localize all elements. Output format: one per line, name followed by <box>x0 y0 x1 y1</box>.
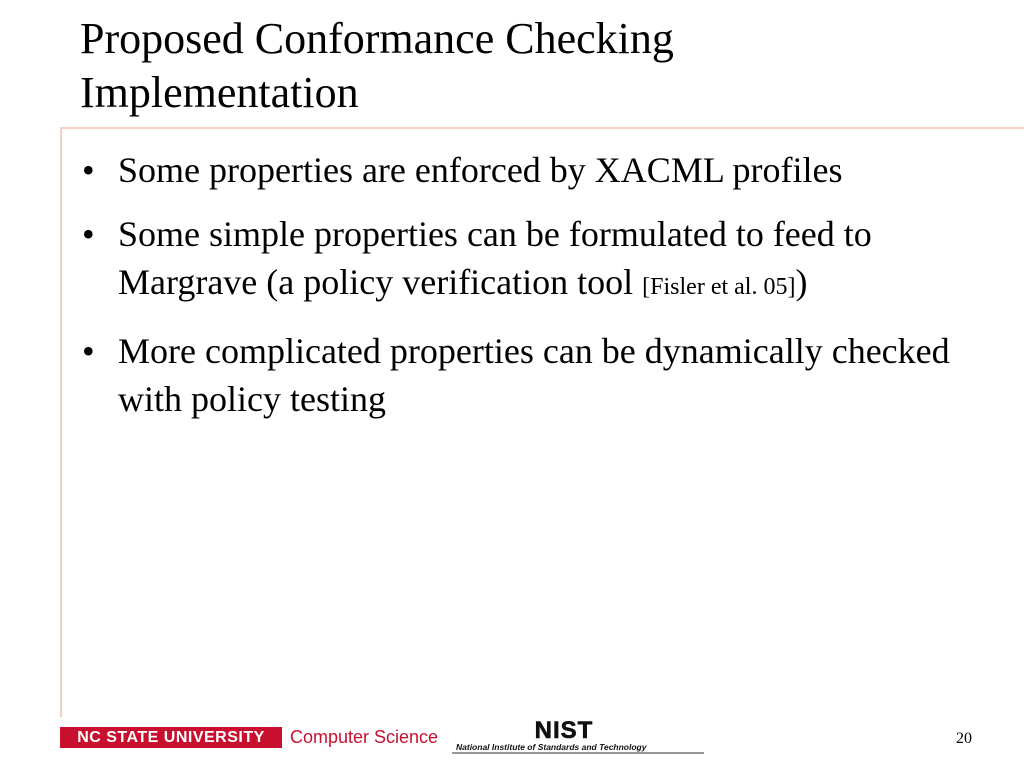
bullet-text: More complicated properties can be dynamically checked with policy testing <box>118 331 950 419</box>
bullet-item <box>78 210 978 311</box>
left-margin-rule <box>60 127 62 717</box>
bullet-marker: • <box>82 214 95 254</box>
bullet-text: Some simple properties can be formulated to feed to Margrave (a policy verification tool <box>118 214 872 302</box>
title-line-1: Proposed Conformance Checking <box>80 14 674 63</box>
nist-logo <box>452 716 708 756</box>
page-number: 20 <box>956 730 972 747</box>
title-line-2: Implementation <box>80 68 359 117</box>
citation: [Fisler et al. 05] <box>642 274 796 300</box>
bullet-item <box>78 327 978 423</box>
bullet-text-suffix: ) <box>795 262 808 302</box>
department-label: Computer Science <box>290 727 439 747</box>
bullet-marker: • <box>82 331 95 371</box>
bullet-text: Some properties are enforced by XACML profiles <box>118 150 843 190</box>
slide-title <box>80 12 980 120</box>
nist-logo-subtitle: National Institute of Standards and Technology <box>456 742 647 752</box>
bullet-item <box>78 146 978 194</box>
bullet-list <box>78 146 978 439</box>
nist-logo-text: NIST <box>534 717 594 744</box>
ncsu-logo: NC STATE UNIVERSITY <box>60 727 282 748</box>
bullet-marker: • <box>82 150 95 190</box>
title-divider <box>60 127 1024 129</box>
